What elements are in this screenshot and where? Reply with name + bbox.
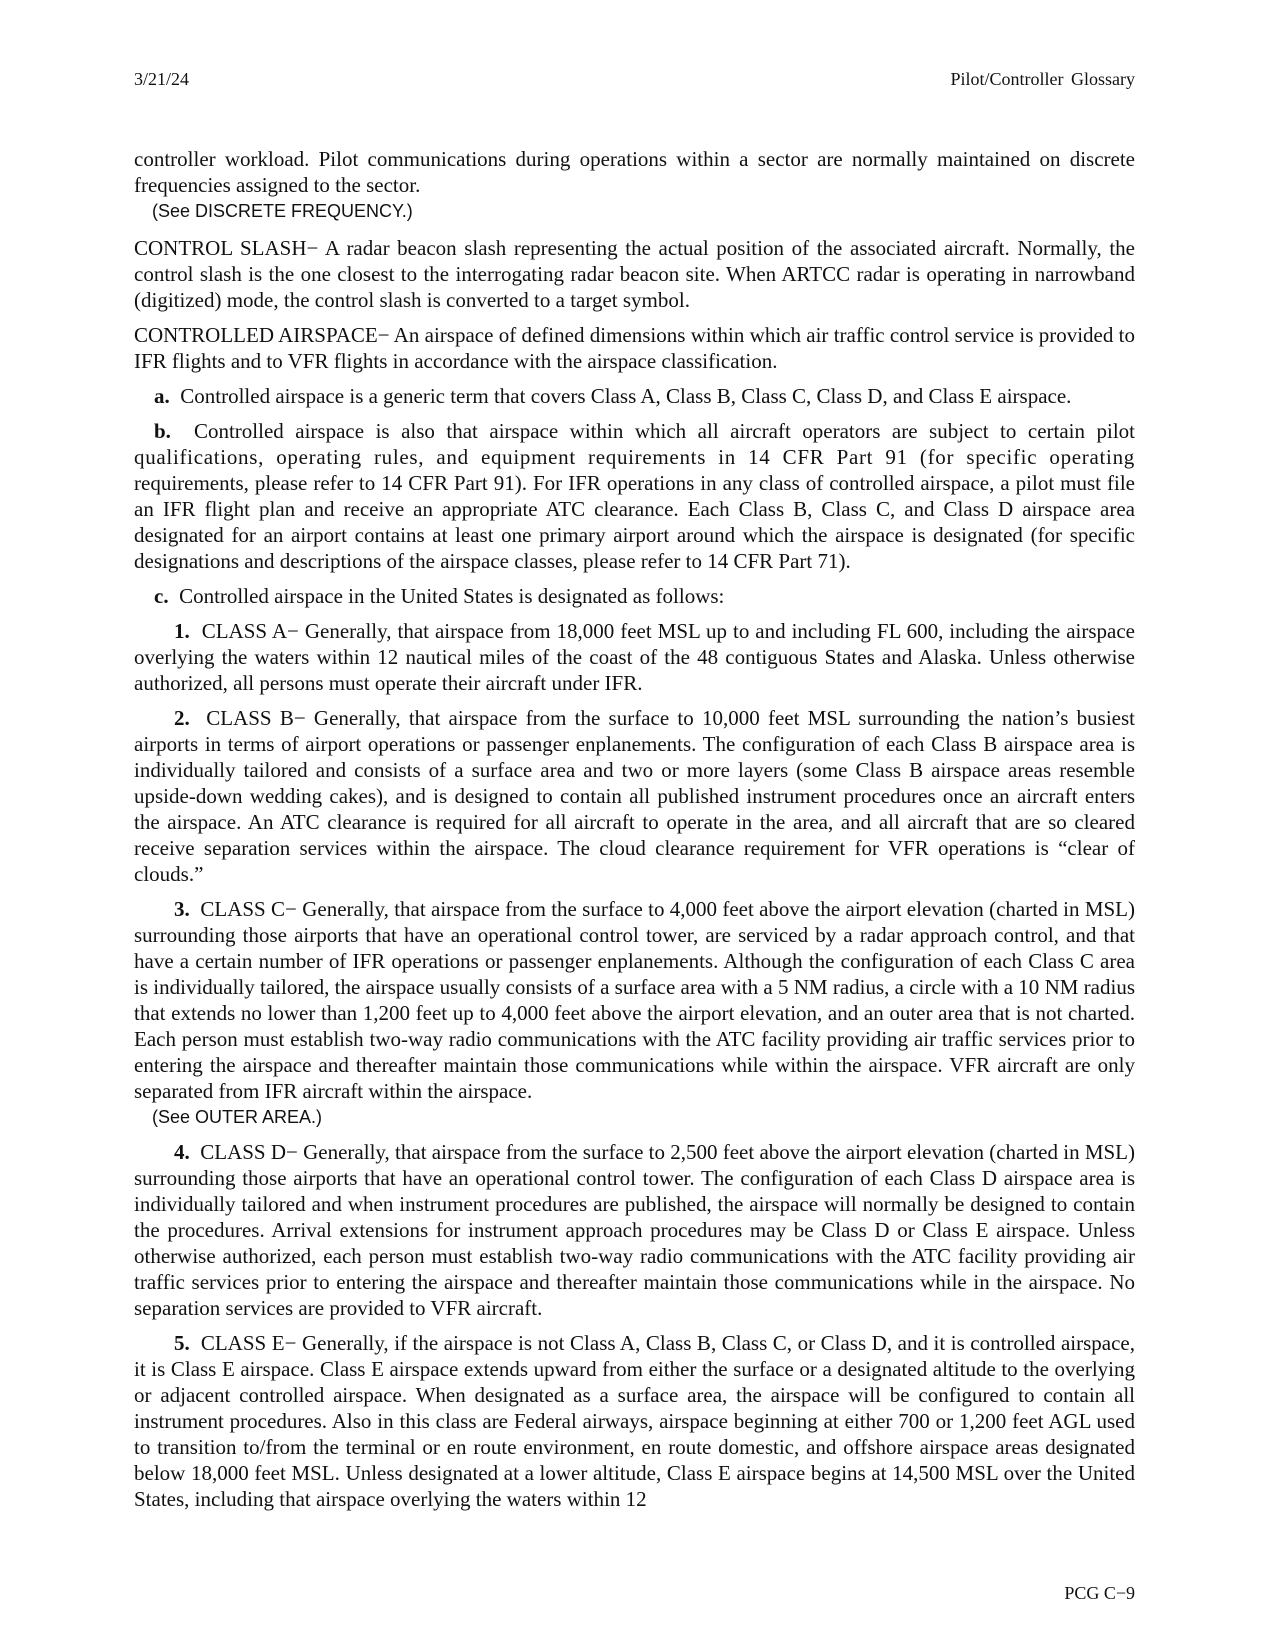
class-b-item [134, 705, 1135, 887]
header-title: Pilot/Controller Glossary [950, 69, 1135, 89]
class-a-item [134, 618, 1135, 696]
see-outer-area-reference: (See OUTER AREA.) [152, 1107, 323, 1127]
class-a-text: CLASS A− Generally, that airspace from 18,000 feet MSL up to and including FL 600, including the airspace overlying the waters within 12 nautical miles of the coast of the 48 contiguous States and Alaska. Unless otherwise authorized, all persons must operate their aircraft under IFR. [134, 619, 1136, 695]
class-e-text: CLASS E− Generally, if the airspace is not Class A, Class B, Class C, or Class D, and it is controlled airspace, it is Class E airspace. Class E airspace extends upward from either the surface or a designated altitude to the overlying or adjacent controlled airspace. When designated as a surface area, the airspace will be configured to contain all instrument procedures. Also in this class are Federal airways, airspace beginning at either 700 or 1,200 feet AGL used to transition to/from the terminal or en route environment, en route domestic, and offshore airspace areas designated below 18,000 feet MSL. Unless designated at a lower altitude, Class E airspace begins at 14,500 MSL over the United States, including that airspace overlying the waters within 12 [134, 1331, 1136, 1511]
item-a-text: Controlled airspace is a generic term that covers Class A, Class B, Class C, Class D, and Class E airspace. [180, 384, 1072, 408]
class-b-text: CLASS B− Generally, that airspace from the surface to 10,000 feet MSL surrounding the nation’s busiest airports in terms of airport operations or passenger enplanements. The configuration of each Class B airspace area is individually tailored and consists of a surface area and two or more layers (some Class B airspace areas resemble upside-down wedding cakes), and is designed to contain all published instrument procedures once an aircraft enters the airspace. An ATC clearance is required for all aircraft to operate in the area, and all aircraft that are so cleared receive separation services within the airspace. The cloud clearance requirement for VFR operations is “clear of clouds.” [134, 706, 1135, 886]
glossary-body [134, 146, 1135, 1521]
page-number: PCG C−9 [1064, 1583, 1135, 1603]
item-b-text-2: qualifications, operating rules, and equipment requirements in 14 CFR Part 91 (for specific operating [134, 445, 1135, 469]
item-b-text-3: requirements, please refer to 14 CFR Part 91). For IFR operations in any class of controlled airspace, a pilot must file an IFR flight plan and receive an appropriate ATC clearance. Each Class B, Class C, and Class D airspace area designated for an airport contains at least one primary airport around which the airspace is designated (for specific designations and descriptions of the airspace classes, please refer to 14 CFR Part 71). [134, 471, 1135, 573]
item-a-label: a. [154, 384, 170, 408]
class-e-item [134, 1330, 1135, 1512]
controlled-airspace-item-c [134, 583, 1135, 609]
class-e-label: 5. [174, 1331, 190, 1355]
item-b-label: b. [154, 419, 171, 443]
class-b-label: 2. [174, 706, 190, 730]
class-d-item [134, 1139, 1135, 1321]
intro-paragraph: controller workload. Pilot communications during operations within a sector are normally maintained on discrete frequencies assigned to the sector. [134, 147, 1135, 197]
item-c-text: Controlled airspace in the United States is designated as follows: [179, 584, 725, 608]
controlled-airspace-item-a [134, 383, 1135, 409]
class-d-label: 4. [174, 1140, 190, 1164]
class-c-item [134, 896, 1135, 1104]
controlled-airspace-item-b [134, 418, 1135, 574]
item-c-label: c. [154, 584, 169, 608]
item-b-text-1: Controlled airspace is also that airspace within which all aircraft operators are subject to certain pilot [193, 419, 1136, 443]
controlled-airspace-entry: CONTROLLED AIRSPACE− An airspace of defined dimensions within which air traffic control service is provided to IFR flights and to VFR flights in accordance with the airspace classification. [134, 323, 1135, 373]
see-discrete-frequency-reference: (See DISCRETE FREQUENCY.) [152, 201, 413, 221]
class-c-label: 3. [174, 897, 190, 921]
class-d-text: CLASS D− Generally, that airspace from the surface to 2,500 feet above the airport elevation (charted in MSL) surrounding those airports that have an operational control tower. The configuration of each Class D airspace area is individually tailored and when instrument procedures are published, the airspace will normally be designed to contain the procedures. Arrival extensions for instrument approach procedures may be Class D or Class E airspace. Unless otherwise authorized, each person must establish two-way radio communications with the ATC facility providing air traffic services prior to entering the airspace and thereafter maintain those communications while in the airspace. No separation services are provided to VFR aircraft. [134, 1140, 1135, 1320]
class-c-text: CLASS C− Generally, that airspace from the surface to 4,000 feet above the airport elevation (charted in MSL) surrounding those airports that have an operational control tower, are serviced by a radar approach control, and that have a certain number of IFR operations or passenger enplanements. Although the configuration of each Class C area is individually tailored, the airspace usually consists of a surface area with a 5 NM radius, a circle with a 10 NM radius that extends no lower than 1,200 feet up to 4,000 feet above the airport elevation, and an outer area that is not charted. Each person must establish two-way radio communications with the ATC facility providing air traffic services prior to entering the airspace and thereafter maintain those communications while within the airspace. VFR aircraft are only separated from IFR aircraft within the airspace. [134, 897, 1135, 1103]
class-a-label: 1. [174, 619, 190, 643]
control-slash-entry: CONTROL SLASH− A radar beacon slash representing the actual position of the associated aircraft. Normally, the control slash is the one closest to the interrogating radar beacon site. When ARTCC radar is operating in narrowband (digitized) mode, the control slash is converted to a target symbol. [134, 236, 1135, 312]
header-date: 3/21/24 [134, 69, 190, 89]
